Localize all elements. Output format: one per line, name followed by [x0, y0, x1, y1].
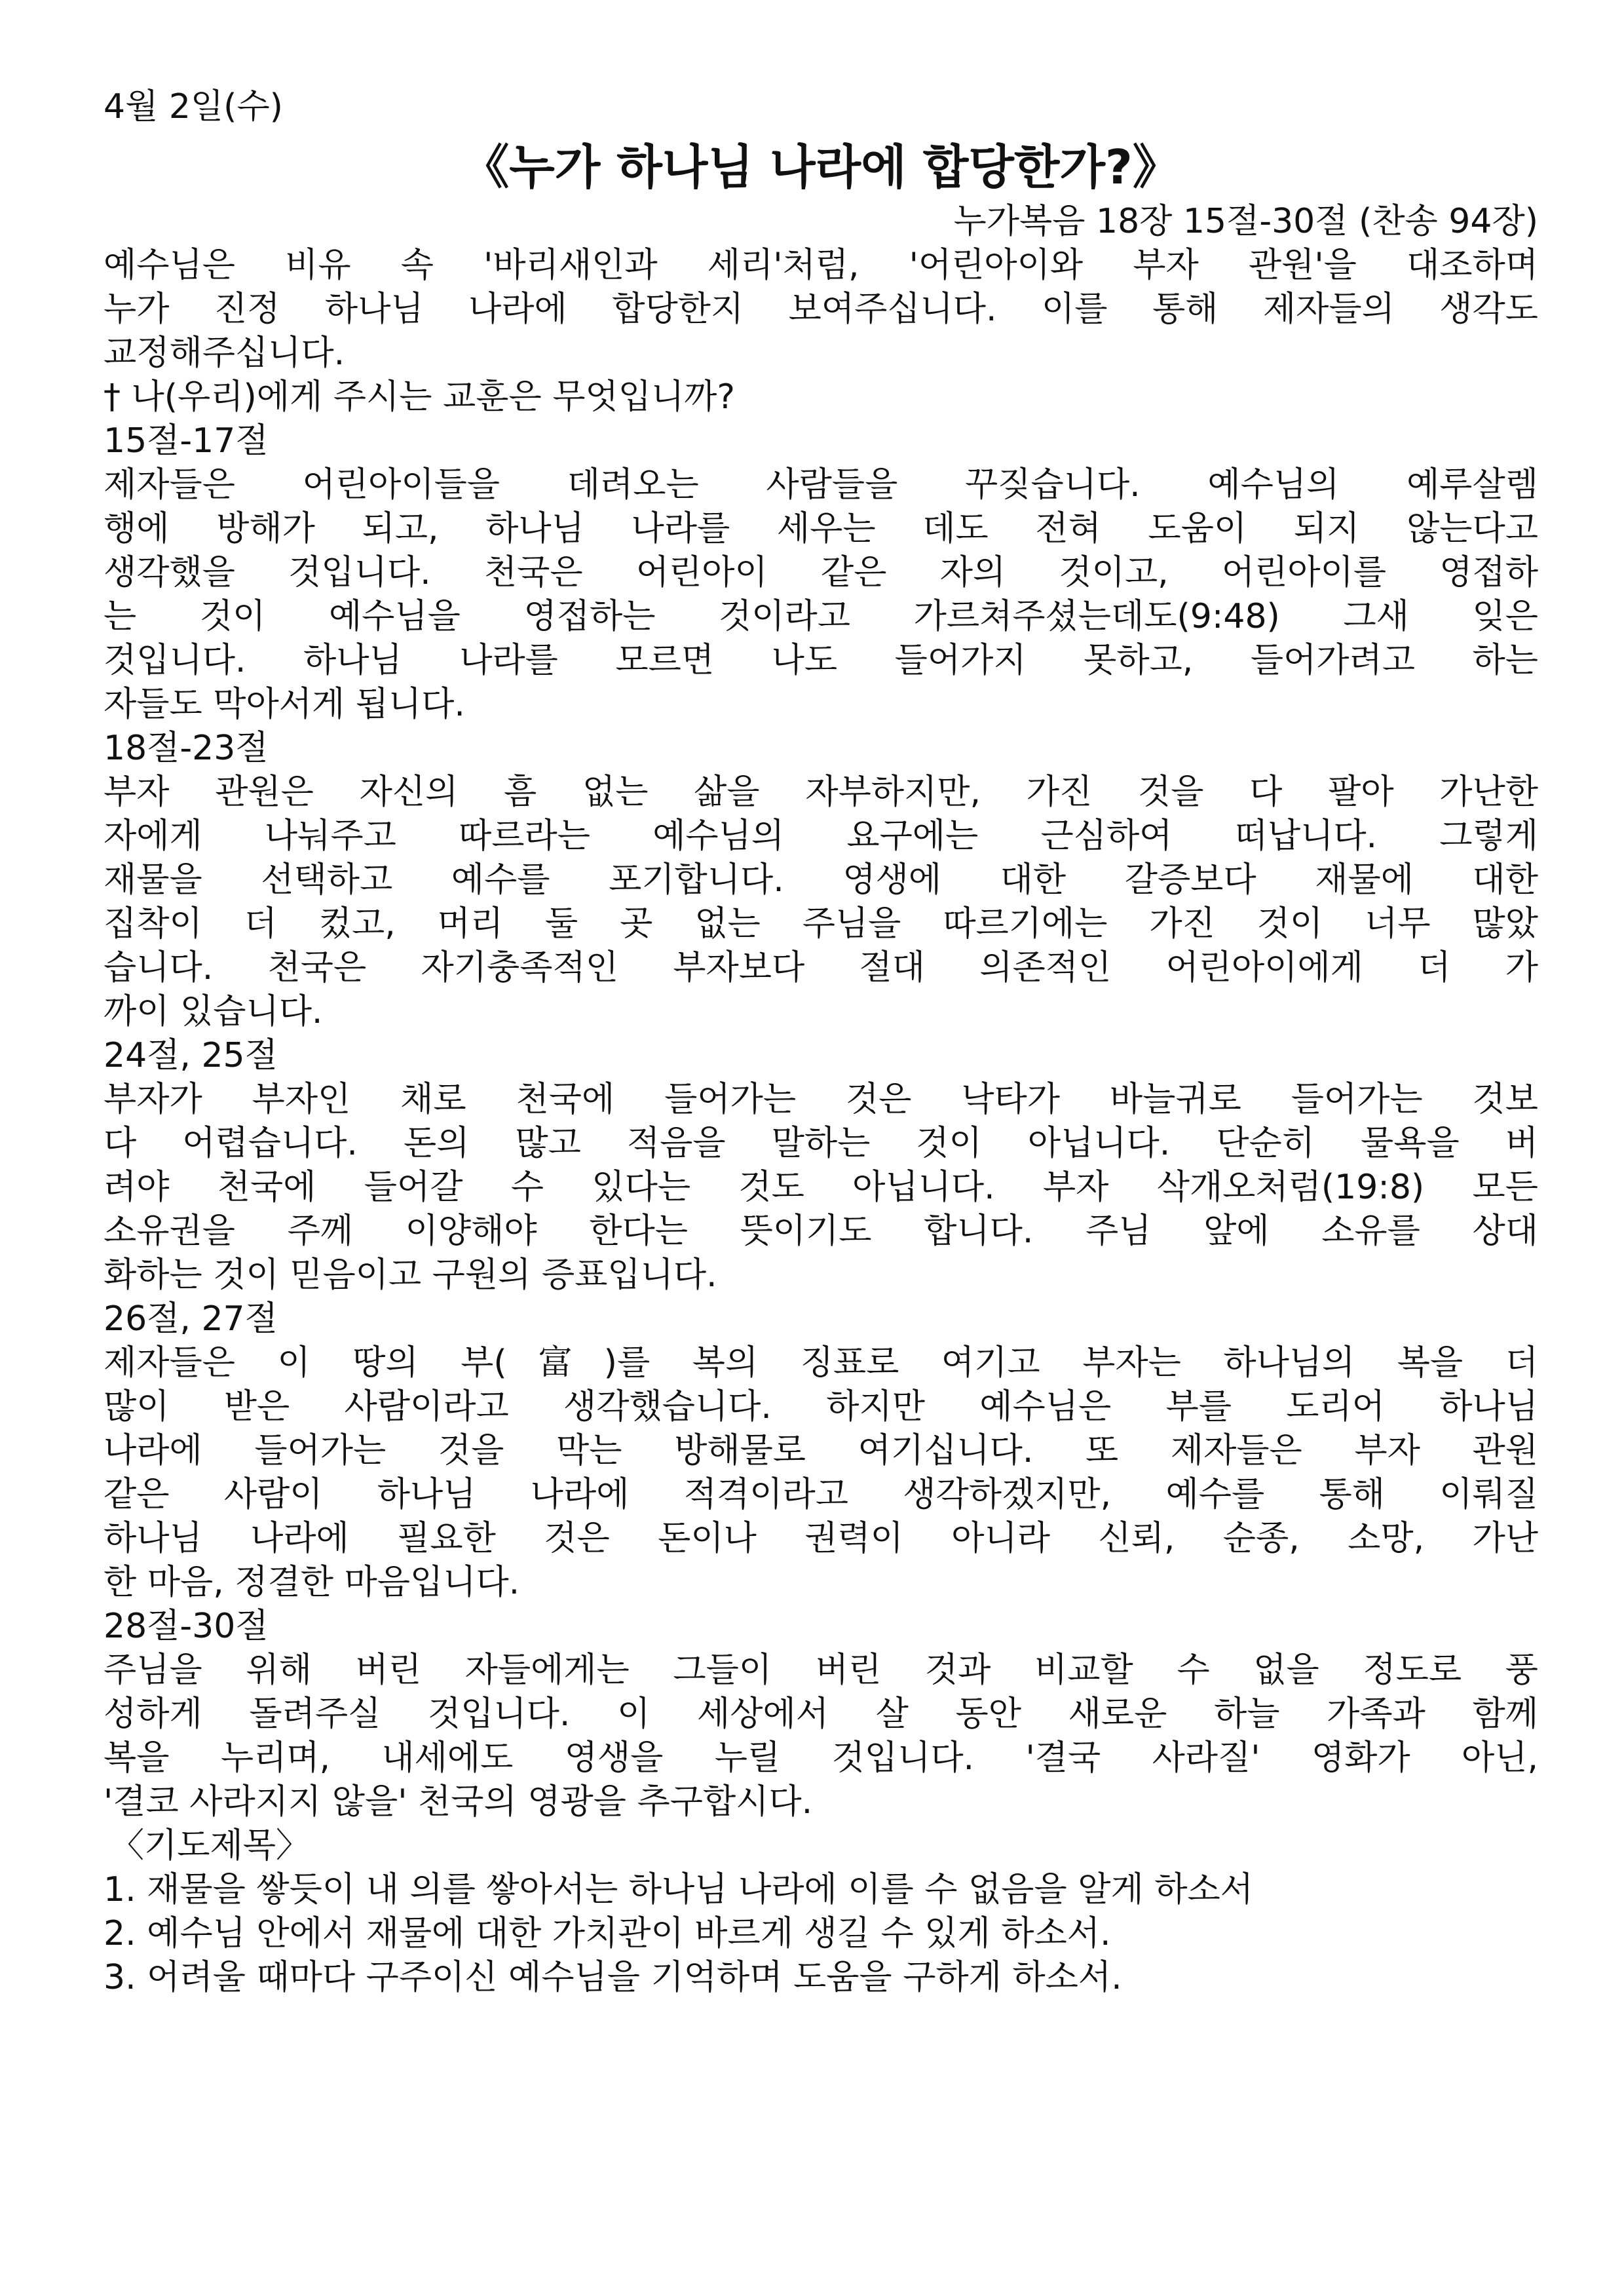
- section-line: 부자 관원은 자신의 흠 없는 삶을 자부하지만, 가진 것을 다 팔아 가난한: [104, 773, 1538, 812]
- section-line: 나라에 들어가는 것을 막는 방해물로 여기십니다. 또 제자들은 부자 관원: [104, 1431, 1538, 1470]
- section-28-30: [104, 1605, 1538, 1824]
- section-heading: 15절-17절: [104, 421, 269, 461]
- section-line: 집착이 더 컸고, 머리 둘 곳 없는 주님을 따르기에는 가진 것이 너무 많았: [104, 904, 1538, 944]
- intro-line: 누가 진정 하나님 나라에 합당한지 보여주십니다. 이를 통해 제자들의 생각도: [104, 290, 1538, 329]
- section-line: 화하는 것이 믿음이고 구원의 증표입니다.: [104, 1255, 717, 1295]
- section-line: 부자가 부자인 채로 천국에 들어가는 것은 낙타가 바늘귀로 들어가는 것보: [104, 1080, 1538, 1119]
- section-heading: 18절-23절: [104, 729, 269, 768]
- section-line: 까이 있습니다.: [104, 992, 323, 1031]
- prayer-item: 1. 재물을 쌓듯이 내 의를 쌓아서는 하나님 나라에 이를 수 없음을 알게 하소서: [104, 1870, 1253, 1909]
- section-line: 같은 사람이 하나님 나라에 적격이라고 생각하겠지만, 예수를 통해 이뤄질: [104, 1475, 1538, 1514]
- section-line: 생각했을 것입니다. 천국은 어린아이 같은 자의 것이고, 어린아이를 영접하: [104, 553, 1538, 592]
- prayer-item: 2. 예수님 안에서 재물에 대한 가치관이 바르게 생길 수 있게 하소서.: [104, 1914, 1111, 1953]
- prayer-section: [104, 1824, 1538, 2000]
- intro-line: 교정해주십니다.: [104, 334, 345, 373]
- section-line: 하나님 나라에 필요한 것은 돈이나 권력이 아니라 신뢰, 순종, 소망, 가난: [104, 1519, 1538, 1558]
- section-line: 성하게 돌려주실 것입니다. 이 세상에서 살 동안 새로운 하늘 가족과 함께: [104, 1694, 1538, 1734]
- scripture-reference: 누가복음 18장 15절-30절 (찬송 94장): [953, 202, 1538, 241]
- section-line: 려야 천국에 들어갈 수 있다는 것도 아닙니다. 부자 삭개오처럼(19:8) 모든: [104, 1168, 1538, 1207]
- section-15-17: [104, 419, 1538, 727]
- section-line: '결코 사라지지 않을' 천국의 영광을 추구합시다.: [104, 1782, 813, 1822]
- section-line: 많이 받은 사람이라고 생각했습니다. 하지만 예수님은 부를 도리어 하나님: [104, 1387, 1538, 1426]
- intro-paragraph: [104, 244, 1538, 375]
- section-line: 자들도 막아서게 됩니다.: [104, 685, 465, 724]
- prayer-heading: 〈기도제목〉: [110, 1826, 310, 1866]
- section-18-23: [104, 727, 1538, 1034]
- section-line: 제자들은 어린아이들을 데려오는 사람들을 꾸짖습니다. 예수님의 예루살렘: [104, 465, 1538, 505]
- section-24-25: [104, 1034, 1538, 1297]
- section-line: 한 마음, 정결한 마음입니다.: [104, 1563, 520, 1602]
- section-line: 주님을 위해 버린 자들에게는 그들이 버린 것과 비교할 수 없을 정도로 풍: [104, 1651, 1538, 1690]
- prayer-item: 3. 어려울 때마다 구주이신 예수님을 기억하며 도움을 구하게 하소서.: [104, 1958, 1122, 1997]
- section-heading: 24절, 25절: [104, 1036, 278, 1075]
- section-line: 재물을 선택하고 예수를 포기합니다. 영생에 대한 갈증보다 재물에 대한: [104, 860, 1538, 900]
- section-line: 행에 방해가 되고, 하나님 나라를 세우는 데도 전혀 도움이 되지 않는다고: [104, 509, 1538, 548]
- section-line: 제자들은 이 땅의 부(富)를 복의 징표로 여기고 부자는 하나님의 복을 더: [104, 1343, 1538, 1383]
- section-heading: 26절, 27절: [104, 1299, 278, 1339]
- section-line: 자에게 나눠주고 따르라는 예수님의 요구에는 근심하여 떠납니다. 그렇게: [104, 816, 1538, 856]
- devotional-page: [104, 85, 1538, 2000]
- section-heading: 28절-30절: [104, 1607, 269, 1646]
- section-line: 는 것이 예수님을 영접하는 것이라고 가르쳐주셨는데도(9:48) 그새 잊은: [104, 597, 1538, 636]
- lesson-question: † 나(우리)에게 주시는 교훈은 무엇입니까?: [104, 377, 736, 417]
- section-line: 소유권을 주께 이양해야 한다는 뜻이기도 합니다. 주님 앞에 소유를 상대: [104, 1212, 1538, 1251]
- section-line: 습니다. 천국은 자기충족적인 부자보다 절대 의존적인 어린아이에게 더 가: [104, 948, 1538, 987]
- date-label: 4월 2일(수): [104, 87, 283, 126]
- page-title: 《누가 하나님 나라에 합당한가?》: [462, 140, 1180, 195]
- section-line: 것입니다. 하나님 나라를 모르면 나도 들어가지 못하고, 들어가려고 하는: [104, 641, 1538, 680]
- section-line: 복을 누리며, 내세에도 영생을 누릴 것입니다. '결국 사라질' 영화가 아닌,: [104, 1738, 1538, 1778]
- intro-line: 예수님은 비유 속 '바리새인과 세리'처럼, '어린아이와 부자 관원'을 대조하며: [104, 246, 1538, 285]
- section-26-27: [104, 1297, 1538, 1605]
- section-line: 다 어렵습니다. 돈의 많고 적음을 말하는 것이 아닙니다. 단순히 물욕을 버: [104, 1124, 1538, 1163]
